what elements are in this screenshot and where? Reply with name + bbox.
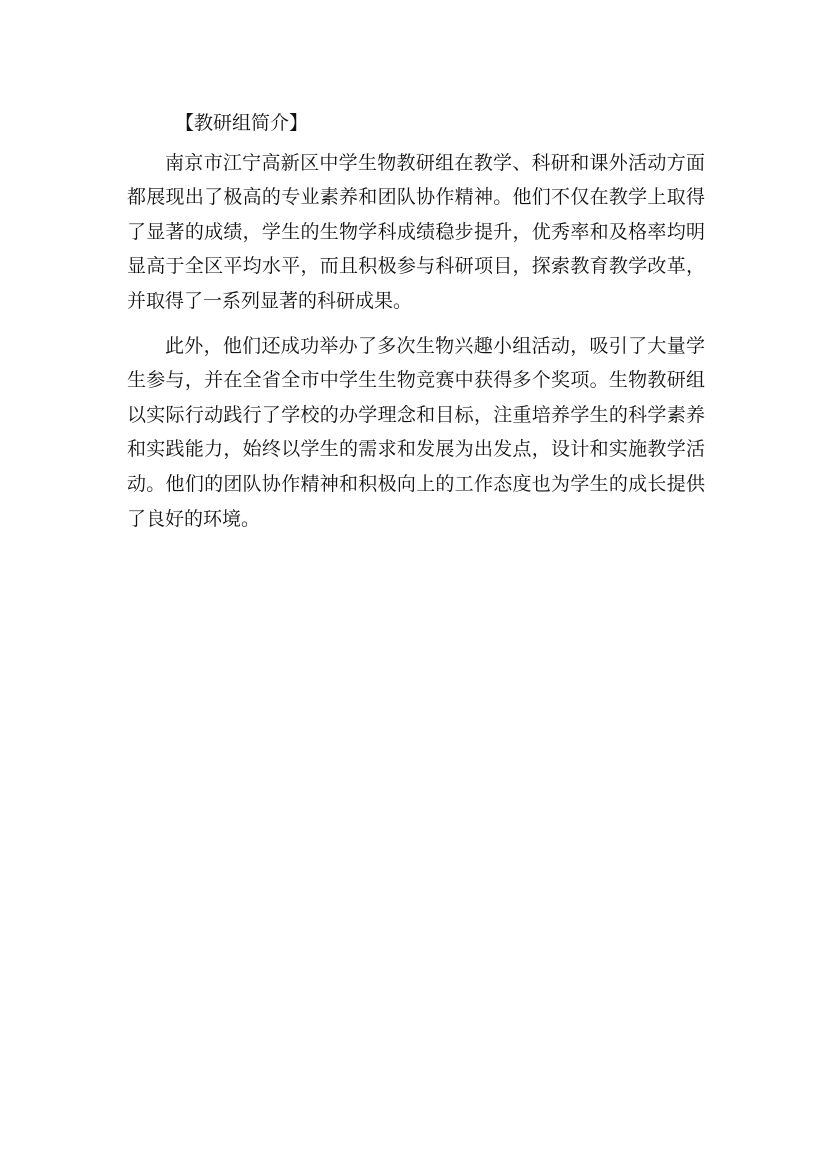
document-body <box>127 106 705 546</box>
paragraph-activities: 此外，他们还成功举办了多次生物兴趣小组活动，吸引了大量学生参与，并在全省全市中学生生物竞赛中获得多个奖项。生物教研组以实际行动践行了学校的办学理念和目标，注重培养学生的科学素养和实践能力，始终以学生的需求和发展为出发点，设计和实施教学活动。他们的团队协作精神和积极向上的工作态度也为学生的成长提供了良好的环境。 <box>127 334 705 530</box>
paragraph-intro: 南京市江宁高新区中学生物教研组在教学、科研和课外活动方面都展现出了极高的专业素养和团队协作精神。他们不仅在教学上取得了显著的成绩，学生的生物学科成绩稳步提升，优秀率和及格率均明显高于全区平均水平，而且积极参与科研项目，探索教育教学改革，并取得了一系列显著的科研成果。 <box>127 151 705 312</box>
section-heading: 【教研组简介】 <box>175 112 309 134</box>
